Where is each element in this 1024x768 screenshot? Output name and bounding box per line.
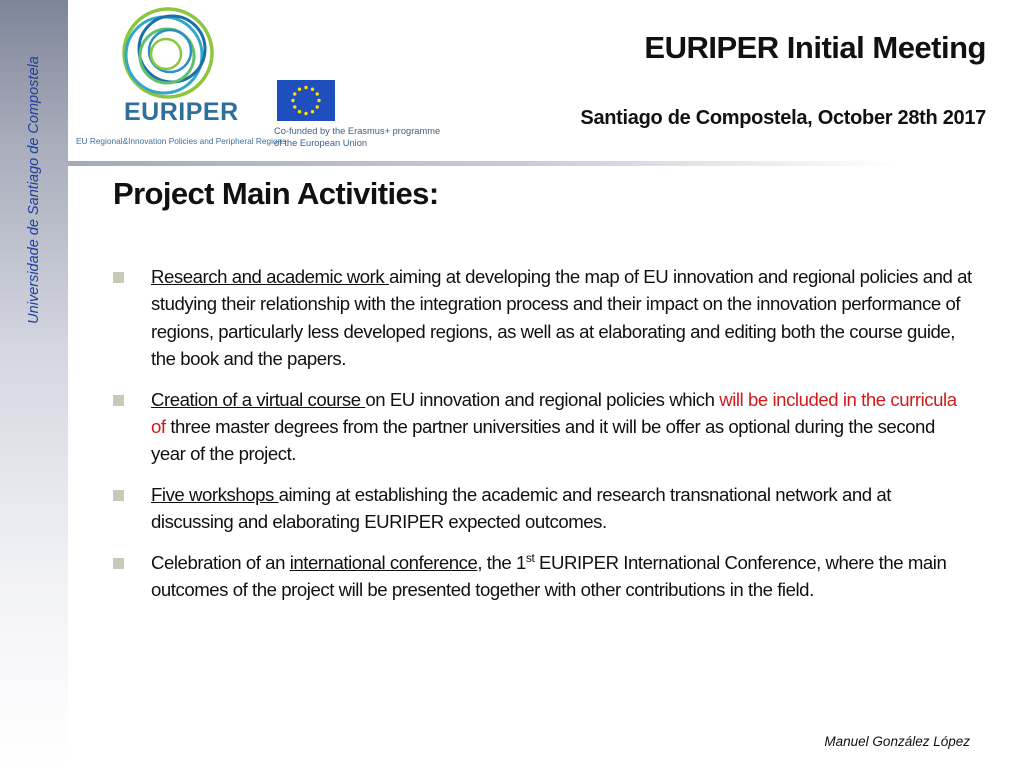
euriper-rings-icon — [118, 3, 218, 103]
author-footer: Manuel González López — [824, 734, 970, 749]
eu-star-icon — [293, 105, 296, 108]
list-item — [113, 386, 973, 468]
conference-link[interactable]: international conference — [289, 552, 478, 574]
research-link[interactable]: Research and academic work — [151, 266, 389, 287]
eu-star-icon — [293, 92, 296, 95]
eu-star-icon — [304, 86, 307, 89]
eu-star-icon — [316, 92, 319, 95]
bullet-square-icon — [113, 558, 124, 569]
page-subtitle: Santiago de Compostela, October 28th 2017 — [580, 107, 986, 129]
virtual-course-link[interactable]: Creation of a virtual course — [151, 388, 366, 410]
cofunding-note — [274, 125, 464, 149]
eu-star-icon — [291, 99, 294, 102]
eu-star-icon — [298, 88, 301, 91]
bullet-square-icon — [113, 395, 124, 406]
activity-list — [113, 263, 973, 617]
euriper-logo — [76, 3, 287, 151]
eu-flag-icon — [277, 80, 335, 121]
bullet-text: aiming at developing the map of EU innovation and regional policies and at studying their relationship with the integration process and their impact on the innovation performance of regions, particularly less developed regions, as well as at elaborating and editing both the course guide, the book and the papers. — [151, 266, 972, 369]
bullet-text: three master degrees from the partner universities and it will be offer as optional during the second year of the project. — [151, 415, 935, 465]
eu-star-icon — [311, 88, 314, 91]
list-item — [113, 263, 973, 372]
bullet-square-icon — [113, 490, 124, 501]
bullet-text: EURIPER International Conference, where the main outcomes of the project will be presented together with other contributions in the field. — [151, 552, 947, 601]
highlighted-text: will be included in the curricula of — [151, 388, 957, 437]
sidebar-band — [0, 0, 68, 768]
eu-star-icon — [304, 112, 307, 115]
bullet-square-icon — [113, 272, 124, 283]
header-divider — [68, 161, 898, 166]
bullet-text: , the 1 — [477, 552, 526, 574]
bullet-text: aiming at establishing the academic and research transnational network and at discussing and elaborating EURIPER expected outcomes. — [151, 484, 891, 533]
list-item — [113, 481, 973, 536]
logo-wordmark: EURIPER — [124, 98, 239, 126]
eu-star-icon — [316, 105, 319, 108]
ordinal-suffix: st — [525, 550, 535, 565]
section-heading: Project Main Activities: — [113, 176, 439, 211]
page-title: EURIPER Initial Meeting — [644, 30, 986, 65]
eu-star-icon — [311, 110, 314, 113]
eu-star-icon — [317, 99, 320, 102]
cofunding-line-1: Co-funded by the Erasmus+ programme — [274, 126, 441, 136]
logo-tagline: EU Regional&Innovation Policies and Peripheral Regions — [76, 136, 287, 146]
university-name: Universidade de Santiago de Compostela — [26, 56, 42, 324]
list-item — [113, 549, 973, 604]
workshops-link[interactable]: Five workshops — [151, 484, 279, 506]
cofunding-line-2: of the European Union — [274, 138, 368, 148]
bullet-text: on EU innovation and regional policies which — [365, 388, 720, 410]
bullet-text: Celebration of an — [151, 552, 290, 574]
eu-star-icon — [298, 110, 301, 113]
